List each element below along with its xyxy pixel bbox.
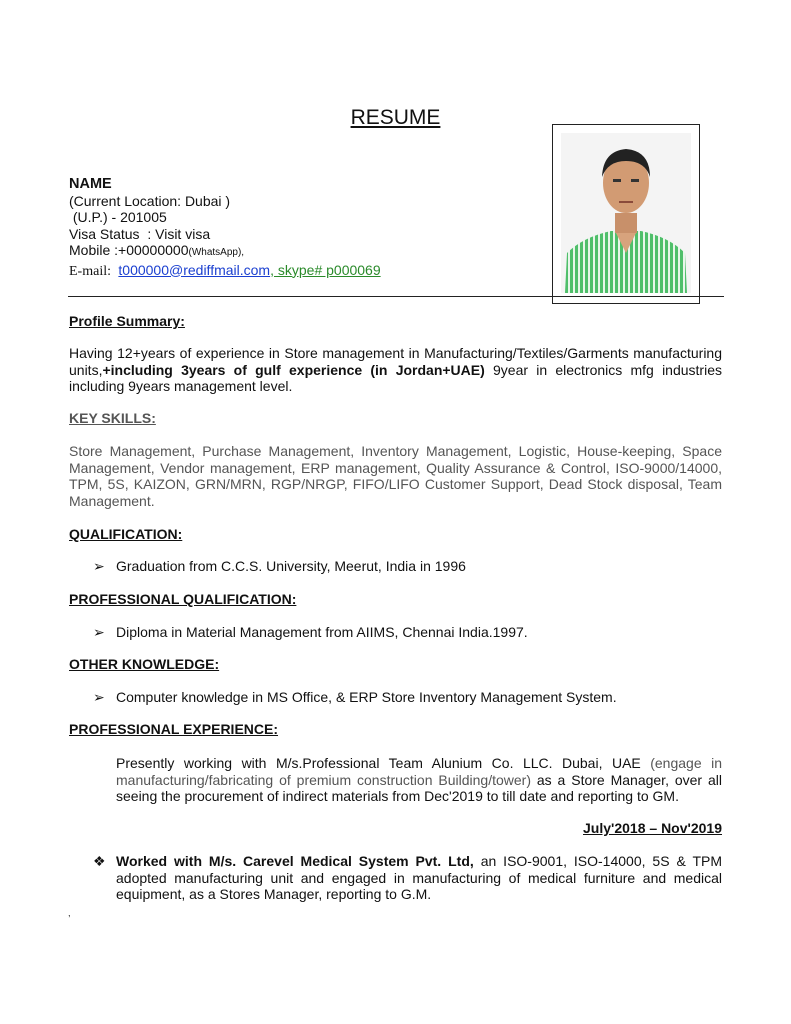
qualification-text: Graduation from C.C.S. University, Meerut, India in 1996 <box>116 558 466 574</box>
professional-qualification-item <box>93 624 528 641</box>
profile-summary-text <box>69 345 722 395</box>
other-knowledge-heading: OTHER KNOWLEDGE: <box>69 656 220 672</box>
profile-text-bold: +including 3years of gulf experience (in Jordan+UAE) <box>102 361 485 378</box>
professional-qualification-text: Diploma in Material Management from AIIMS, Chennai India.1997. <box>116 624 528 640</box>
profile-text-b: 9year in electronics mfg industries including 9years management level. <box>69 361 722 394</box>
document-title: RESUME <box>350 106 441 129</box>
other-knowledge-text: Computer knowledge in MS Office, & ERP Store Inventory Management System. <box>116 689 617 705</box>
mobile-number: Mobile :+00000000 <box>69 242 189 258</box>
visa-status: Visa Status : Visit visa <box>69 225 211 242</box>
arrow-bullet-icon: ➢ <box>93 689 105 705</box>
whatsapp-note: (WhatsApp), <box>188 247 245 258</box>
email-line <box>69 262 381 281</box>
profile-summary-heading: Profile Summary: <box>69 313 185 329</box>
job-period: July'2018 – Nov'2019 <box>583 820 722 836</box>
key-skills-text: Store Management, Purchase Management, Inventory Management, Logistic, House-keeping, Space Management, Vendor management, ERP management, Quality Assurance & Control, ISO-9000/14000, TPM, 5S, KAIZON, GRN/MRN, RGP/NRGP, FIFO/LIFO Customer Support, Dead Stock disposal, Team Management. <box>69 443 722 509</box>
current-job-a: Presently working with M/s.Professional Team Alunium Co. LLC. Dubai, UAE <box>116 755 651 771</box>
profile-photo <box>552 124 700 304</box>
other-knowledge-item <box>93 689 617 706</box>
current-job-text <box>116 755 722 805</box>
header-divider <box>68 296 724 297</box>
mobile-line <box>69 242 381 262</box>
previous-job-description: an ISO-9001, ISO-14000, 5S & TPM adopted manufacturing unit and engaged in manufacturing of medical furniture and medical equipment, as a Stores Manager, reporting to G.M. <box>116 853 722 902</box>
current-job-description: (engage in manufacturing/fabricating of premium construction Building/tower) <box>116 755 722 788</box>
email-link[interactable]: t000000@rediffmail.com <box>118 261 271 278</box>
stray-mark: , <box>68 908 71 918</box>
candidate-name: NAME <box>69 176 112 192</box>
arrow-bullet-icon: ➢ <box>93 624 105 640</box>
contact-block <box>69 176 381 280</box>
person-photo-icon <box>553 125 699 303</box>
arrow-bullet-icon: ➢ <box>93 558 105 574</box>
profile-text-a: Having 12+years of experience in Store management in Manufacturing/Textiles/Garments manufacturing units, <box>69 345 722 378</box>
professional-qualification-heading: PROFESSIONAL QUALIFICATION: <box>69 591 297 607</box>
key-skills-heading: KEY SKILLS: <box>69 410 156 426</box>
skype-id: , skype# p000069 <box>270 261 381 278</box>
previous-employer: Worked with M/s. Carevel Medical System Pvt. Ltd, <box>116 853 474 869</box>
email-label: E-mail: <box>69 263 115 279</box>
current-job-b: as a Store Manager, over all seeing the procurement of indirect materials from Dec'2019 to till date and reporting to GM. <box>116 771 722 804</box>
qualification-item <box>93 558 466 575</box>
diamond-bullet-icon: ❖ <box>93 853 106 869</box>
professional-experience-heading: PROFESSIONAL EXPERIENCE: <box>69 721 279 737</box>
current-location: (Current Location: Dubai ) <box>69 192 231 209</box>
previous-job-text <box>116 853 722 903</box>
qualification-heading: QUALIFICATION: <box>69 526 183 542</box>
pin-code: (U.P.) - 201005 <box>69 209 167 225</box>
